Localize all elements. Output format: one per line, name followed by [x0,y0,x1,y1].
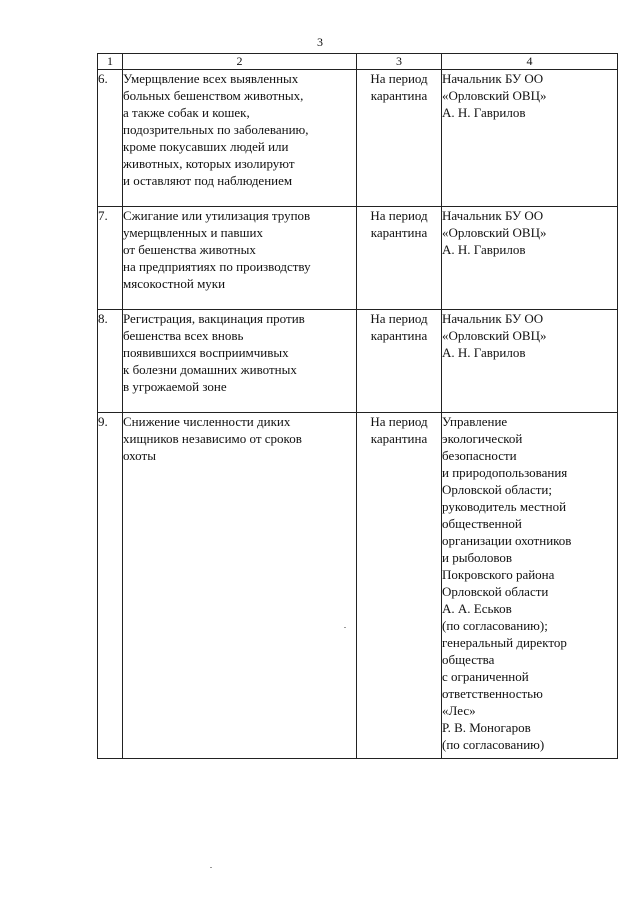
table-header-row [98,54,618,70]
responsible-text: Начальник БУ ОО «Орловский ОВЦ» А. Н. Гаврилов [442,207,618,310]
row-number: 6. [98,70,123,207]
measure-text: Умерщвление всех выявленных больных бешенством животных, а также собак и кошек, подозрительных по заболеванию, кроме покусавших людей или животных, которых изолируют и оставляют под наблюдением [123,70,357,207]
scan-speck [344,627,346,628]
header-col-3: 3 [357,54,442,70]
period-text: На период карантина [357,70,442,207]
row-number: 9. [98,413,123,759]
measure-text: Снижение численности диких хищников независимо от сроков охоты [123,413,357,759]
row-number: 8. [98,310,123,413]
period-text: На период карантина [357,207,442,310]
row-number: 7. [98,207,123,310]
table-row [98,413,618,759]
measure-text: Сжигание или утилизация трупов умерщвленных и павших от бешенства животных на предприятиях по производству мясокостной муки [123,207,357,310]
period-text: На период карантина [357,413,442,759]
responsible-text: Управление экологической безопасности и природопользования Орловской области; руководитель местной общественной организации охотников и рыболовов Покровского района Орловской области А. А. Еськов (по согласованию); генеральный директор общества с ограниченной ответственностью «Лес» Р. В. Моногаров (по согласованию) [442,413,618,759]
page-number: 3 [317,35,323,49]
header-col-1: 1 [98,54,123,70]
period-text: На период карантина [357,310,442,413]
measure-text: Регистрация, вакцинация против бешенства всех вновь появившихся восприимчивых к болезни домашних животных в угрожаемой зоне [123,310,357,413]
header-col-4: 4 [442,54,618,70]
measures-table [97,53,618,759]
scan-speck [210,867,212,868]
responsible-text: Начальник БУ ОО «Орловский ОВЦ» А. Н. Гаврилов [442,310,618,413]
responsible-text: Начальник БУ ОО «Орловский ОВЦ» А. Н. Гаврилов [442,70,618,207]
header-col-2: 2 [123,54,357,70]
table-row [98,70,618,207]
table-row [98,310,618,413]
table-row [98,207,618,310]
